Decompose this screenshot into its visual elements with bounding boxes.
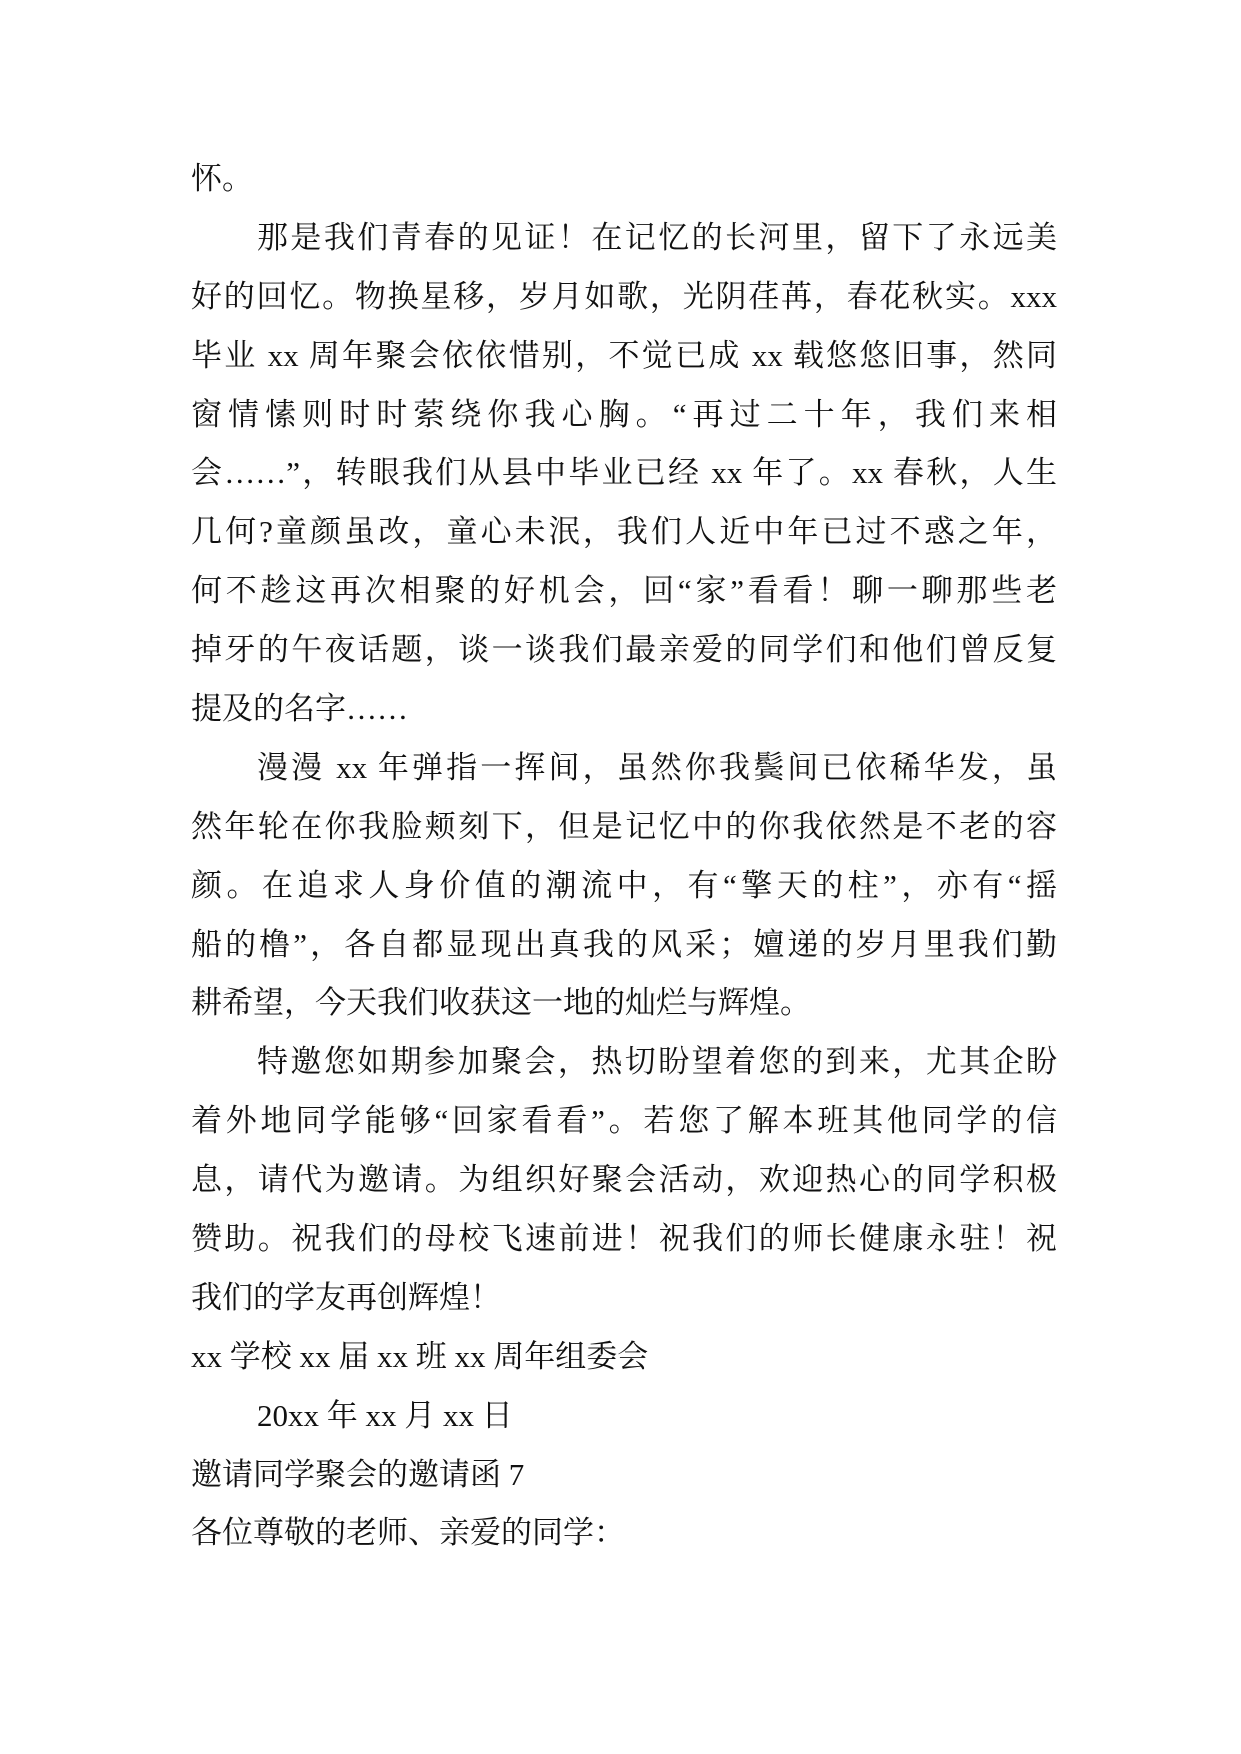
body-text-line: 怀。 xyxy=(191,161,253,196)
body-text-line: 毕业 xx 周年聚会依依惜别，不觉已成 xx 载悠悠旧事，然同 xyxy=(191,337,1057,373)
body-text-line: 提及的名字…… xyxy=(191,691,408,727)
body-text-line: 赞助。祝我们的母校飞速前进！祝我们的师长健康永驻！祝 xyxy=(191,1221,1057,1257)
body-text-line: 何不趁这再次相聚的好机会，回“家”看看！聊一聊那些老 xyxy=(191,573,1057,609)
body-text-line: 掉牙的午夜话题，谈一谈我们最亲爱的同学们和他们曾反复 xyxy=(191,632,1057,668)
body-text-line: 颜。在追求人身价值的潮流中，有“擎天的柱”，亦有“摇 xyxy=(191,867,1057,903)
body-text-line: 窗情愫则时时萦绕你我心胸。“再过二十年，我们来相 xyxy=(191,396,1057,432)
paragraph-start-line: 特邀您如期参加聚会，热切盼望着您的到来，尤其企盼 xyxy=(257,1044,1057,1080)
paragraph-start-line: 那是我们青春的见证！在记忆的长河里，留下了永远美 xyxy=(257,219,1057,255)
body-text-line: 好的回忆。物换星移，岁月如歌，光阴荏苒，春花秋实。xxx xyxy=(191,278,1057,314)
organizer-signature: xx 学校 xx 届 xx 班 xx 周年组委会 xyxy=(191,1338,649,1374)
body-text-line: 几何?童颜虽改，童心未泯，我们人近中年已过不惑之年， xyxy=(191,514,1057,550)
body-text-line: 船的橹”，各自都显现出真我的风采；嬗递的岁月里我们勤 xyxy=(191,926,1057,962)
body-text-line: 耕希望，今天我们收获这一地的灿烂与辉煌。 xyxy=(191,985,811,1021)
paragraph-start-line: 漫漫 xx 年弹指一挥间，虽然你我鬓间已依稀华发，虽 xyxy=(257,749,1057,785)
body-text-line: 着外地同学能够“回家看看”。若您了解本班其他同学的信 xyxy=(191,1103,1057,1139)
salutation: 各位尊敬的老师、亲爱的同学： xyxy=(191,1515,625,1551)
body-text-line: 息，请代为邀请。为组织好聚会活动，欢迎热心的同学积极 xyxy=(191,1162,1057,1198)
letter-title: 邀请同学聚会的邀请函 7 xyxy=(191,1456,525,1492)
document-body xyxy=(191,150,1057,1563)
body-text-line: 我们的学友再创辉煌！ xyxy=(191,1279,501,1315)
body-text-line: 然年轮在你我脸颊刻下，但是记忆中的你我依然是不老的容 xyxy=(191,808,1057,844)
date-line: 20xx 年 xx 月 xx 日 xyxy=(257,1397,513,1433)
body-text-line: 会……”，转眼我们从县中毕业已经 xx 年了。xx 春秋，人生 xyxy=(191,455,1057,491)
